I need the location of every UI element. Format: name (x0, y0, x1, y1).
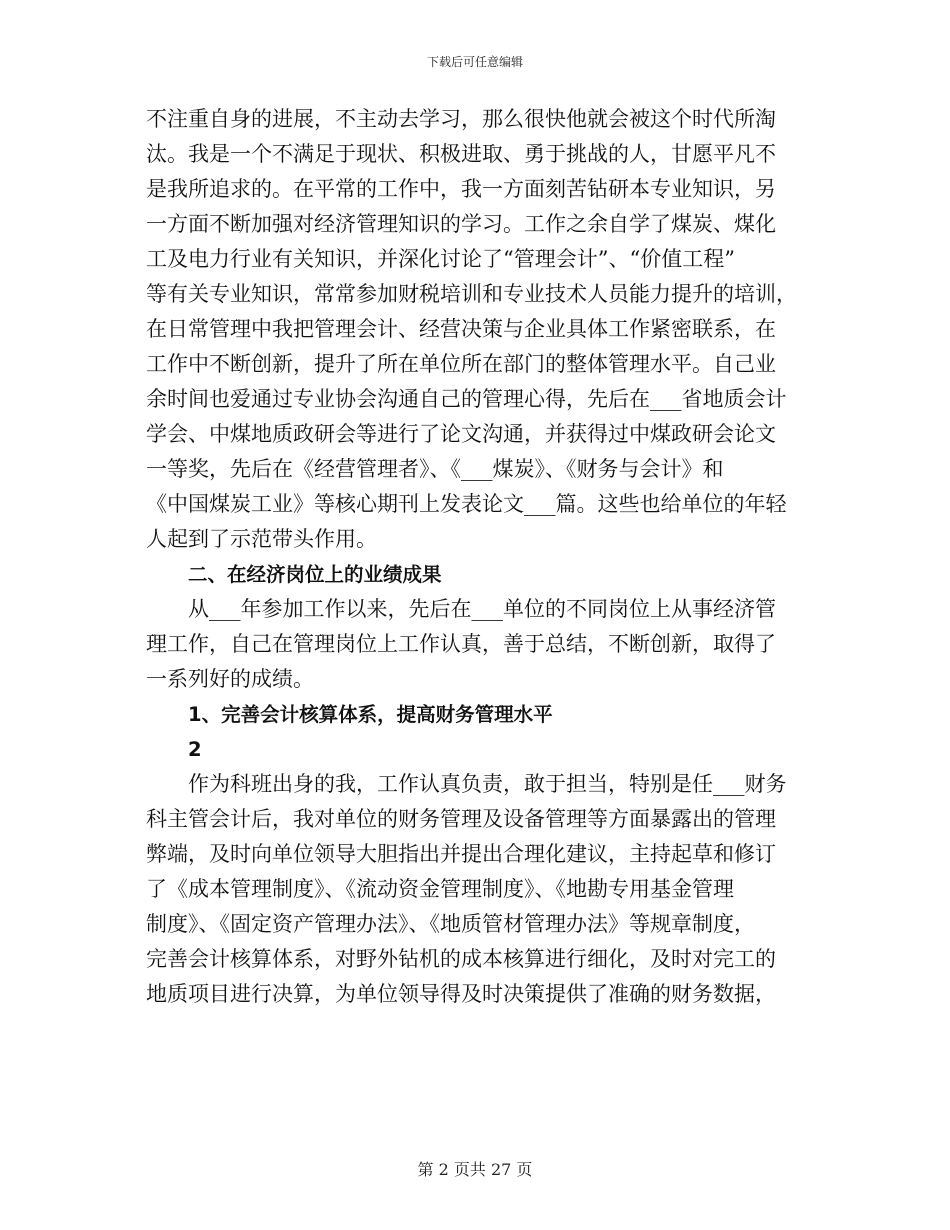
paragraph-line: 理工作，自己在管理岗位上工作认真，善于总结，不断创新，取得了 (146, 632, 776, 656)
paragraph-line: 汰。我是一个不满足于现状、积极进取、勇于挑战的人，甘愿平凡不 (146, 142, 776, 166)
section-heading-line: 二、在经济岗位上的业绩成果 (188, 563, 442, 586)
paragraph-line: 从___年参加工作以来，先后在___单位的不同岗位上从事经济管 (188, 597, 776, 621)
paragraph-line: 是我所追求的。在平常的工作中，我一方面刻苦钻研本专业知识，另 (146, 177, 776, 201)
document-body (146, 102, 818, 1012)
page-header: 下载后可任意编辑 (426, 55, 523, 69)
paragraph-line: 一方面不断加强对经济管理知识的学习。工作之余自学了煤炭、煤化 (146, 212, 776, 236)
paragraph-line: 一等奖，先后在《经营管理者》、《___煤炭》、《财务与会计》和 (146, 457, 724, 481)
paragraph-line: 科主管会计后，我对单位的财务管理及设备管理等方面暴露出的管理 (146, 807, 776, 831)
paragraph-line: 地质项目进行决算，为单位领导得及时决策提供了准确的财务数据， (146, 982, 776, 1006)
paragraph-line: 人起到了示范带头作用。 (146, 527, 377, 551)
paragraph-line: 弊端，及时向单位领导大胆指出并提出合理化建议，主持起草和修订 (146, 842, 776, 866)
paragraph-line: 在日常管理中我把管理会计、经营决策与企业具体工作紧密联系，在 (146, 317, 776, 341)
paragraph-line: 工作中不断创新，提升了所在单位所在部门的整体管理水平。自己业 (146, 352, 776, 376)
paragraph-line: 作为科班出身的我，工作认真负责，敢于担当，特别是任___财务 (188, 772, 787, 796)
paragraph-line: 制度》、《固定资产管理办法》、《地质管材管理办法》等规章制度， (146, 912, 755, 936)
paragraph-line: 一系列好的成绩。 (146, 667, 314, 691)
paragraph-line: 等有关专业知识，常常参加财税培训和专业技术人员能力提升的培训， (146, 282, 797, 306)
section-heading-line: 1、完善会计核算体系，提高财务管理水平 (188, 703, 553, 726)
paragraph-line: 了《成本管理制度》、《流动资金管理制度》、《地勘专用基金管理 (146, 877, 734, 901)
section-heading-line: 2 (188, 738, 202, 761)
paragraph-line: 完善会计核算体系，对野外钻机的成本核算进行细化，及时对完工的 (146, 947, 776, 971)
paragraph-line: 《中国煤炭工业》等核心期刊上发表论文___篇。这些也给单位的年轻 (146, 492, 787, 516)
paragraph-line: 不注重自身的进展，不主动去学习，那么很快他就会被这个时代所淘 (146, 107, 776, 131)
paragraph-line: 工及电力行业有关知识，并深化讨论了“管理会计”、“价值工程” (146, 247, 735, 271)
paragraph-line: 余时间也爱通过专业协会沟通自己的管理心得，先后在___省地质会计 (146, 387, 787, 411)
paragraph-line: 学会、中煤地质政研会等进行了论文沟通，并获得过中煤政研会论文 (146, 422, 776, 446)
page-footer: 第 2 页共 27 页 (417, 1160, 533, 1179)
